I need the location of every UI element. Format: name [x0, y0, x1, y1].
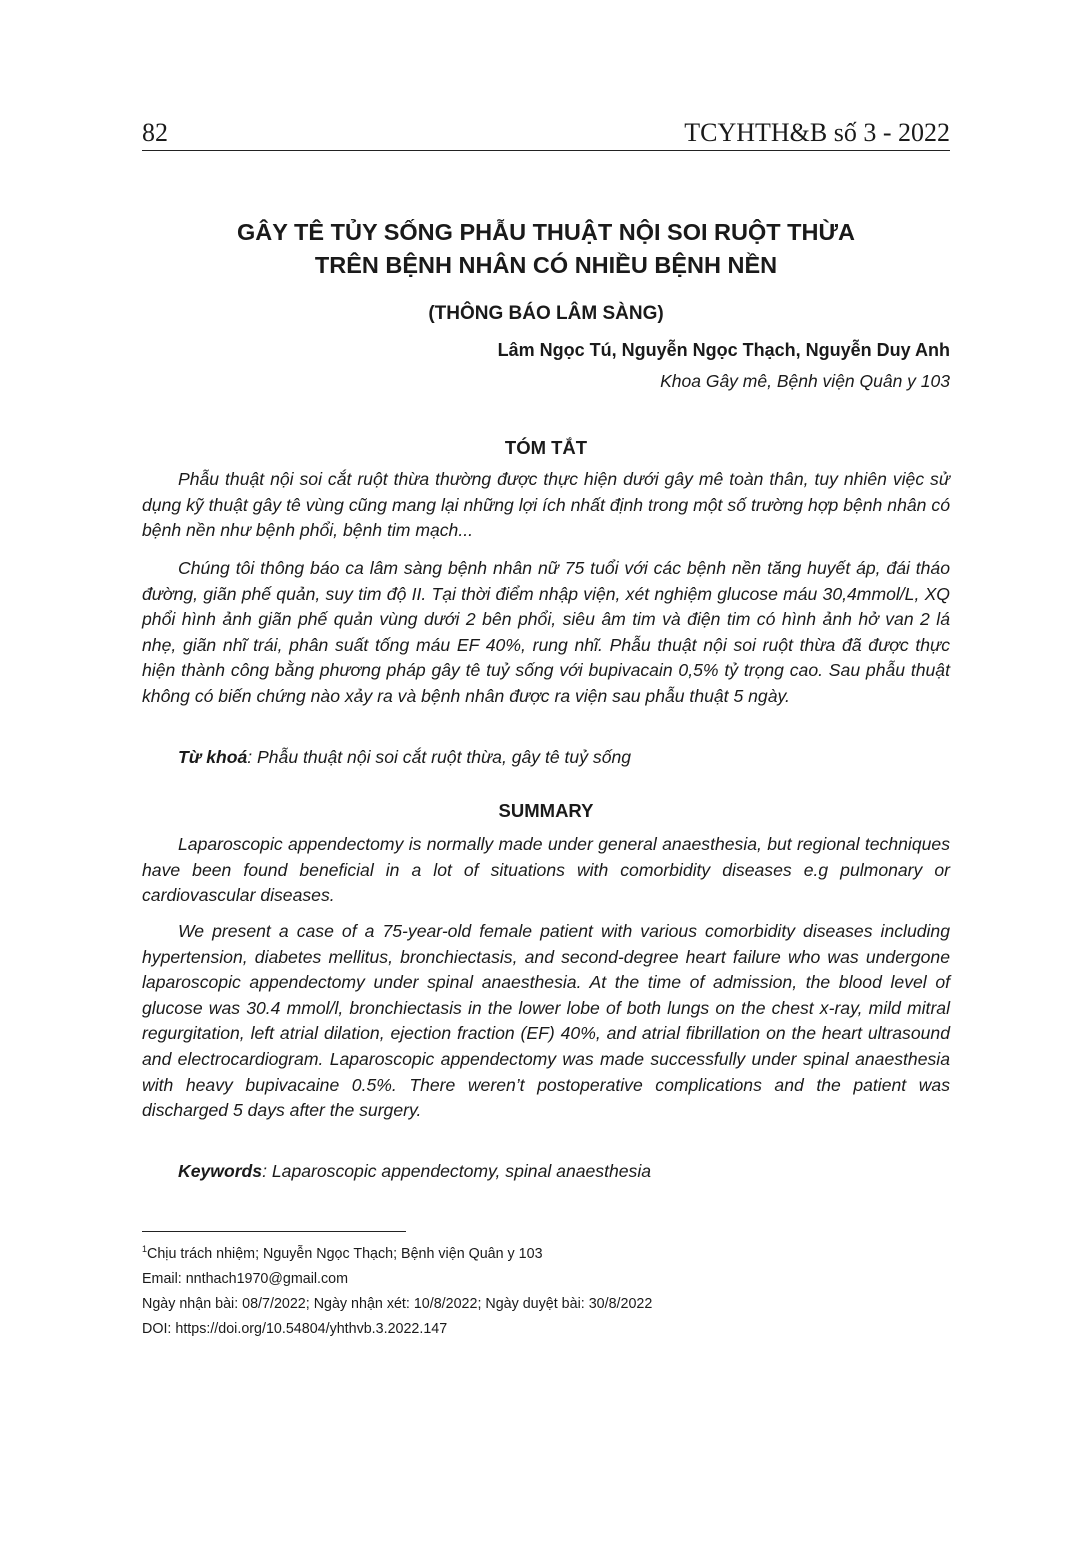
affiliation: Khoa Gây mê, Bệnh viện Quân y 103 [660, 371, 950, 391]
en-keywords-text: : Laparoscopic appendectomy, spinal anaesthesia [262, 1161, 652, 1181]
vi-keywords-text: : Phẫu thuật nội soi cắt ruột thừa, gây tê tuỷ sống [247, 747, 632, 767]
footnote-dates: Ngày nhận bài: 08/7/2022; Ngày nhận xét: 10/8/2022; Ngày duyệt bài: 30/8/2022 [142, 1296, 653, 1312]
footnote-email: Email: nnthach1970@gmail.com [142, 1271, 349, 1287]
en-abstract-paragraph-2: We present a case of a 75-year-old female patient with various comorbidity diseases including hypertension, diabetes mellitus, bronchiectasis, and second-degree heart failure who was undergone laparoscopic appendectomy under spinal anaesthesia. At the time of admission, the blood level of glucose was 30.4 mmol/l, bronchiectasis in the lower lobe of both lungs on the chest x-ray, mild mitral regurgitation, left atrial dilation, ejection fraction (EF) 40%, and atrial fibrillation on the heart ultrasound and electrocardiogram. Laparoscopic appendectomy was made successfully under spinal anaesthesia with heavy bupivacaine 0.5%. There weren’t postoperative complications and the patient was discharged 5 days after the surgery. [142, 921, 950, 1121]
journal-issue: TCYHTH&B số 3 - 2022 [684, 118, 950, 147]
vi-keywords [178, 745, 950, 771]
vi-abstract-paragraph-1: Phẫu thuật nội soi cắt ruột thừa thường được thực hiện dưới gây mê toàn thân, tuy nhiên việc sử dụng kỹ thuật gây tê vùng cũng mang lại những lợi ích nhất định trong một số trường hợp bệnh nhân có bệnh nền như bệnh phổi, bệnh tim mạch... [142, 469, 950, 541]
footnote-marker: 1 [142, 1244, 148, 1255]
en-abstract-paragraph-1: Laparoscopic appendectomy is normally made under general anaesthesia, but regional techniques have been found beneficial in a lot of situations with comorbidity diseases e.g pulmonary or cardiovascular diseases. [142, 834, 950, 906]
footnote-corresponding [142, 1246, 543, 1262]
footnote-divider [142, 1231, 406, 1232]
article-title [142, 216, 950, 282]
page-number: 82 [142, 118, 168, 147]
footnote-doi: DOI: https://doi.org/10.54804/yhthvb.3.2022.147 [142, 1321, 448, 1337]
en-keywords [178, 1159, 950, 1185]
en-keywords-label: Keywords [178, 1161, 263, 1181]
corresponding-author: Chịu trách nhiệm; Nguyễn Ngọc Thạch; Bệnh viện Quân y 103 [147, 1246, 543, 1262]
vi-abstract-paragraph-2: Chúng tôi thông báo ca lâm sàng bệnh nhân nữ 75 tuổi với các bệnh nền tăng huyết áp, đái tháo đường, giãn phế quản, suy tim độ II. Tại thời điểm nhập viện, xét nghiệm glucose máu 30,4mmol/L, XQ phổi hình ảnh giãn phế quản vùng dưới 2 bên phổi, siêu âm tim và điện tim có hình ảnh hở van 2 lá nhẹ, giãn nhĩ trái, phân suất tống máu EF 40%, rung nhĩ. Phẫu thuật nội soi ruột thừa đã được thực hiện thành công bằng phương pháp gây tê tuỷ sống với bupivacain 0,5% tỷ trọng cao. Sau phẫu thuật không có biến chứng nào xảy ra và bệnh nhân được ra viện sau phẫu thuật 5 ngày. [142, 558, 950, 706]
vi-keywords-label: Từ khoá [178, 747, 248, 767]
authors: Lâm Ngọc Tú, Nguyễn Ngọc Thạch, Nguyễn Duy Anh [497, 340, 950, 360]
title-line-1: GÂY TÊ TỦY SỐNG PHẪU THUẬT NỘI SOI RUỘT THỪA [237, 219, 855, 245]
title-line-2: TRÊN BỆNH NHÂN CÓ NHIỀU BỆNH NỀN [314, 252, 778, 278]
en-abstract-heading: SUMMARY [498, 800, 594, 821]
article-type: (THÔNG BÁO LÂM SÀNG) [428, 303, 664, 324]
running-header [142, 116, 950, 151]
vi-abstract-heading: TÓM TẮT [504, 437, 588, 458]
